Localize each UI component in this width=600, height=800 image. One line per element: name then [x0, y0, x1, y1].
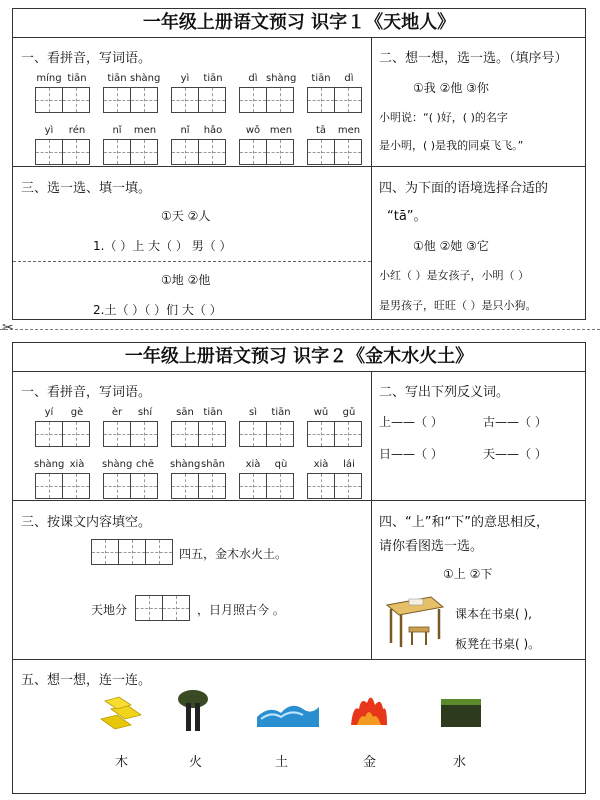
- writing-box[interactable]: [266, 421, 294, 447]
- lesson-1-section-2-line-2: 是小明，( )是我的同桌飞飞。”: [379, 139, 524, 152]
- writing-box-pair[interactable]: [103, 421, 159, 447]
- writing-box-pair[interactable]: [307, 139, 363, 165]
- pinyin-syllable: shàng: [34, 459, 65, 470]
- lesson-1-section-1-heading: 一、看拼音，写词语。: [21, 51, 152, 66]
- pinyin-syllable: nǐ: [112, 125, 122, 136]
- pinyin-syllable: tiān: [311, 73, 331, 84]
- writing-box-pair[interactable]: [35, 473, 91, 499]
- writing-box[interactable]: [239, 421, 267, 447]
- lesson-2-section-4-line-2: 板凳在书桌( )。: [455, 637, 541, 651]
- writing-box[interactable]: [62, 139, 90, 165]
- pinyin-syllable: yì: [180, 73, 190, 84]
- pinyin-syllable: lái: [343, 459, 355, 470]
- writing-box[interactable]: [198, 473, 226, 499]
- writing-box[interactable]: [171, 87, 199, 113]
- writing-box-pair[interactable]: [171, 139, 227, 165]
- writing-box[interactable]: [91, 539, 119, 565]
- writing-box-pair[interactable]: [239, 139, 295, 165]
- lesson-2-section-2-heading: 二、写出下列反义词。: [379, 385, 510, 400]
- writing-box-pair[interactable]: [307, 87, 363, 113]
- pinyin-syllable: gè: [70, 407, 84, 418]
- lesson-2-antonym-3: 日——（ ）: [379, 447, 443, 461]
- writing-box[interactable]: [266, 473, 294, 499]
- writing-box[interactable]: [334, 473, 362, 499]
- writing-box[interactable]: [103, 421, 131, 447]
- lesson-2-fill-boxes-2: [135, 595, 191, 621]
- pinyin-syllable: yì: [44, 125, 54, 136]
- lesson-2-section-3-line-2a: 天地分: [91, 603, 128, 617]
- writing-box[interactable]: [103, 139, 131, 165]
- writing-box-pair[interactable]: [307, 421, 363, 447]
- pinyin-syllable: nǐ: [180, 125, 190, 136]
- lesson-2-antonym-4: 天——（ ）: [483, 447, 547, 461]
- pinyin-syllable: men: [337, 125, 361, 136]
- writing-box[interactable]: [35, 473, 63, 499]
- lesson-1-section-4-line-1: 小红（ ）是女孩子，小明（ ）: [379, 269, 529, 282]
- writing-box[interactable]: [239, 139, 267, 165]
- pinyin-syllable: shí: [137, 407, 153, 418]
- writing-box[interactable]: [198, 87, 226, 113]
- lesson-2-section-3-line-1: 四五，金木水火土。: [179, 547, 288, 561]
- pinyin-syllable: tiān: [67, 73, 87, 84]
- pinyin-syllable: dì: [344, 73, 354, 84]
- pinyin-syllable: wǔ: [313, 407, 329, 418]
- lesson-1-section-4-options: ①他 ②她 ③它: [413, 239, 489, 253]
- lesson-2-section-4-options: ①上 ②下: [443, 567, 493, 581]
- lesson-1-section-2-line-1: 小明说：“( )好，( )的名字: [379, 111, 508, 124]
- worksheet-lesson-2: [12, 342, 586, 794]
- writing-box-pair[interactable]: [35, 421, 91, 447]
- writing-box-pair[interactable]: [103, 473, 159, 499]
- lesson-1-section-3-options-1: ①天 ②人: [161, 209, 211, 223]
- writing-box[interactable]: [171, 473, 199, 499]
- pinyin-syllable: shān: [200, 459, 225, 470]
- writing-box[interactable]: [334, 87, 362, 113]
- lesson-2-title: 一年级上册语文预习 识字２《金木水火土》: [13, 343, 585, 372]
- pinyin-syllable: èr: [111, 407, 123, 418]
- writing-box[interactable]: [62, 473, 90, 499]
- pinyin-syllable: xià: [313, 459, 329, 470]
- lesson-1-section-2-heading: 二、想一想，选一选。（填序号）: [379, 51, 568, 66]
- pinyin-syllable: hǎo: [203, 125, 223, 136]
- pinyin-syllable: xià: [245, 459, 261, 470]
- lesson-2-antonym-2: 古——（ ）: [483, 415, 547, 429]
- writing-box[interactable]: [62, 421, 90, 447]
- pinyin-syllable: qù: [274, 459, 288, 470]
- pinyin-syllable: men: [133, 125, 157, 136]
- writing-box-pair[interactable]: [35, 87, 91, 113]
- lesson-2-section-4-line-1: 课本在书桌( ),: [455, 607, 532, 621]
- fire-icon: [349, 691, 389, 727]
- element-label[interactable]: 金: [363, 755, 377, 770]
- pinyin-syllable: dì: [248, 73, 258, 84]
- gold-bars-icon: [97, 695, 147, 731]
- writing-box-pair[interactable]: [171, 87, 227, 113]
- lesson-2-section-4-heading: 四、“上”和“下”的意思相反，: [379, 515, 549, 530]
- lesson-1-section-4-heading-2: “tā”。: [387, 209, 427, 224]
- writing-box[interactable]: [198, 421, 226, 447]
- writing-box[interactable]: [198, 139, 226, 165]
- writing-box-pair[interactable]: [103, 87, 159, 113]
- writing-box[interactable]: [35, 139, 63, 165]
- pinyin-syllable: shàng: [170, 459, 201, 470]
- lesson-2-section-3-line-2b: ，日月照古今 。: [197, 603, 285, 617]
- writing-box[interactable]: [35, 421, 63, 447]
- writing-box-pair[interactable]: [171, 421, 227, 447]
- lesson-1-section-3-question-1: 1.（ ）上 大（ ） 男（ ）: [93, 239, 232, 253]
- writing-box[interactable]: [130, 421, 158, 447]
- lesson-2-fill-boxes-1: [91, 539, 175, 565]
- pinyin-syllable: yí: [44, 407, 54, 418]
- desk-and-stool-icon: [381, 587, 445, 649]
- tree-icon: [175, 689, 211, 733]
- writing-box-pair[interactable]: [307, 473, 363, 499]
- lesson-2-section-5-heading: 五、想一想，连一连。: [21, 673, 152, 688]
- writing-box[interactable]: [130, 87, 158, 113]
- lesson-2-section-1-heading: 一、看拼音，写词语。: [21, 385, 152, 400]
- lesson-1-section-3-heading: 三、选一选、填一填。: [21, 181, 152, 196]
- writing-box[interactable]: [118, 539, 146, 565]
- writing-box[interactable]: [62, 87, 90, 113]
- writing-box[interactable]: [162, 595, 190, 621]
- cut-line: [0, 329, 600, 330]
- lesson-2-antonym-1: 上——（ ）: [379, 415, 443, 429]
- writing-box[interactable]: [334, 421, 362, 447]
- writing-box[interactable]: [130, 473, 158, 499]
- water-wave-icon: [257, 701, 319, 729]
- pinyin-syllable: wǒ: [245, 125, 261, 136]
- writing-box[interactable]: [239, 87, 267, 113]
- writing-box[interactable]: [130, 139, 158, 165]
- pinyin-syllable: rén: [68, 125, 86, 136]
- element-label[interactable]: 土: [275, 755, 289, 770]
- pinyin-syllable: xià: [69, 459, 85, 470]
- scissors-icon: ✂: [2, 320, 14, 336]
- lesson-1-section-3-question-2: 2.土（ ）（ ）们 大（ ）: [93, 303, 222, 317]
- writing-box[interactable]: [103, 87, 131, 113]
- element-label[interactable]: 木: [115, 755, 129, 770]
- writing-box[interactable]: [35, 87, 63, 113]
- writing-box[interactable]: [145, 539, 173, 565]
- element-label[interactable]: 火: [189, 755, 203, 770]
- writing-box-pair[interactable]: [103, 139, 159, 165]
- lesson-2-section-3-heading: 三、按课文内容填空。: [21, 515, 152, 530]
- pinyin-syllable: gǔ: [342, 407, 356, 418]
- worksheet-lesson-1: [12, 8, 586, 320]
- pinyin-syllable: tā: [315, 125, 327, 136]
- writing-box-pair[interactable]: [35, 139, 91, 165]
- writing-box[interactable]: [171, 421, 199, 447]
- pinyin-syllable: sì: [249, 407, 257, 418]
- pinyin-syllable: chē: [136, 459, 154, 470]
- pinyin-syllable: shàng: [102, 459, 133, 470]
- pinyin-syllable: tiān: [203, 73, 223, 84]
- pinyin-syllable: tiān: [107, 73, 127, 84]
- element-label[interactable]: 水: [453, 755, 467, 770]
- pinyin-syllable: men: [269, 125, 293, 136]
- writing-box[interactable]: [307, 473, 335, 499]
- pinyin-syllable: tiān: [271, 407, 291, 418]
- lesson-1-section-3-options-2: ①地 ②他: [161, 273, 211, 287]
- pinyin-syllable: shàng: [266, 73, 297, 84]
- writing-box-pair[interactable]: [171, 473, 227, 499]
- lesson-1-section-4-line-2: 是男孩子，旺旺（ ）是只小狗。: [379, 299, 537, 312]
- pinyin-syllable: sān: [176, 407, 194, 418]
- pinyin-syllable: míng: [36, 73, 62, 84]
- pinyin-syllable: tiān: [203, 407, 223, 418]
- writing-box[interactable]: [307, 139, 335, 165]
- writing-box[interactable]: [135, 595, 163, 621]
- writing-box-pair[interactable]: [239, 87, 295, 113]
- writing-box-pair[interactable]: [239, 473, 295, 499]
- writing-box[interactable]: [103, 473, 131, 499]
- lesson-1-section-2-options: ①我 ②他 ③你: [413, 81, 489, 95]
- writing-box[interactable]: [266, 87, 294, 113]
- soil-icon: [441, 699, 481, 727]
- lesson-1-section-4-heading: 四、为下面的语境选择合适的: [379, 181, 549, 196]
- writing-box[interactable]: [307, 87, 335, 113]
- writing-box[interactable]: [307, 421, 335, 447]
- pinyin-syllable: shàng: [130, 73, 161, 84]
- writing-box[interactable]: [266, 139, 294, 165]
- writing-box[interactable]: [239, 473, 267, 499]
- writing-box[interactable]: [334, 139, 362, 165]
- lesson-2-section-4-heading-2: 请你看图选一选。: [379, 539, 484, 554]
- writing-box[interactable]: [171, 139, 199, 165]
- lesson-1-title: 一年级上册语文预习 识字１《天地人》: [13, 9, 585, 38]
- writing-box-pair[interactable]: [239, 421, 295, 447]
